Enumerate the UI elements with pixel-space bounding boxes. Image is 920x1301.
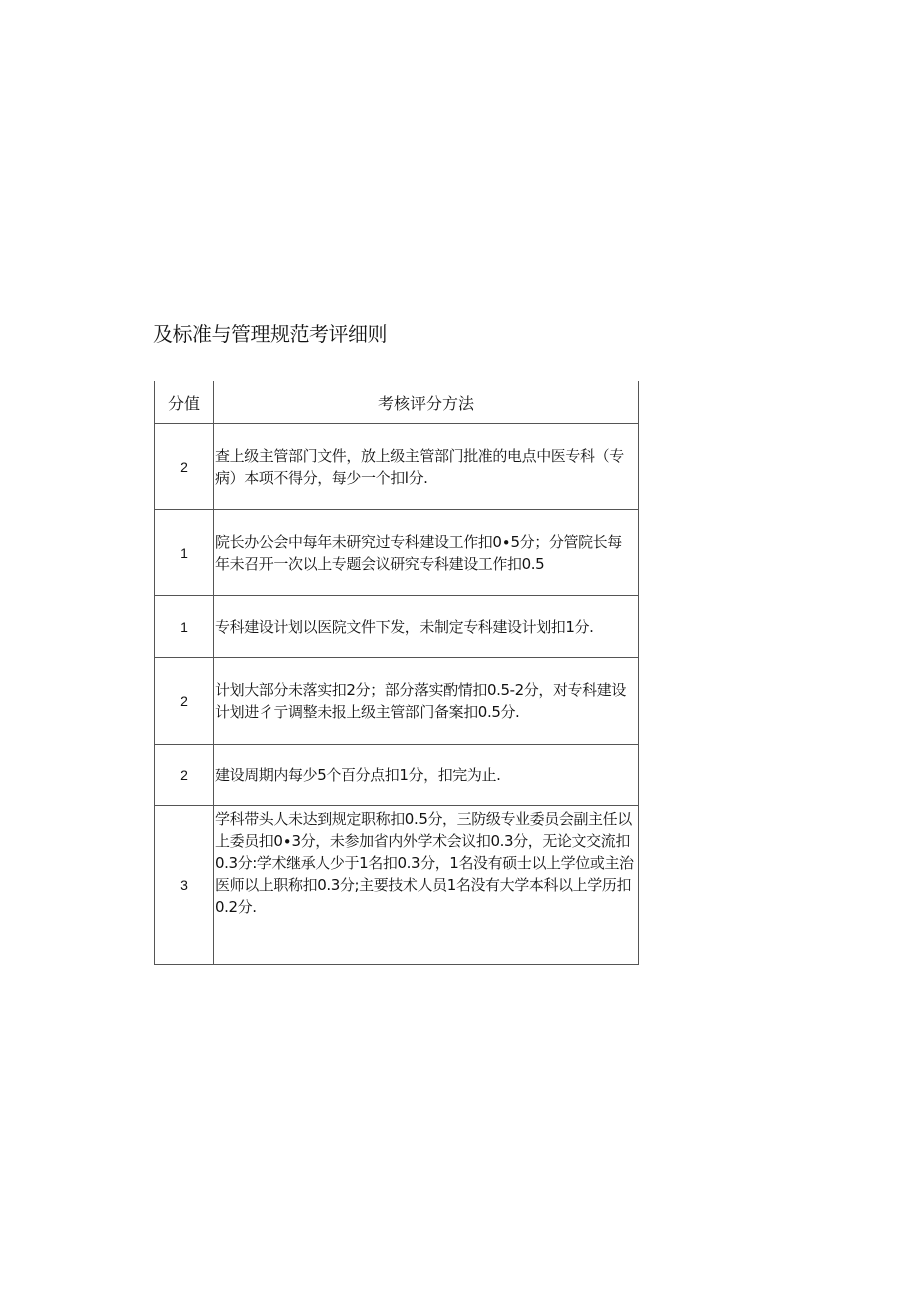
table-row [155,510,639,596]
table-row [155,658,639,745]
scoring-table [154,381,639,965]
score-cell: 2 [155,658,214,745]
method-cell: 院长办公会中每年未研究过专科建设工作扣0∙5分；分管院长每年未召开一次以上专题会议研究专科建设工作扣0.5 [214,510,639,596]
method-cell: 专科建设计划以医院文件下发，未制定专科建设计划扣1分. [214,596,639,658]
score-cell: 2 [155,745,214,806]
score-cell: 1 [155,596,214,658]
method-cell: 计划大部分未落实扣2分；部分落实酌情扣0.5-2分，对专科建设计划进彳亍调整未报上级主管部门备案扣0.5分. [214,658,639,745]
header-score: 分值 [155,381,214,424]
table-row [155,596,639,658]
table-row [155,424,639,510]
table-row [155,745,639,806]
score-cell: 1 [155,510,214,596]
score-cell: 3 [155,806,214,965]
document-title: 及标准与管理规范考评细则 [153,322,387,346]
method-cell: 查上级主管部门文件，放上级主管部门批准的电点中医专科（专病）本项不得分，每少一个扣l分. [214,424,639,510]
method-cell: 建设周期内每少5个百分点扣1分，扣完为止. [214,745,639,806]
header-method: 考核评分方法 [214,381,639,424]
scoring-table-container [154,381,638,965]
table-header-row [155,381,639,424]
method-cell: 学科带头人未达到规定职称扣0.5分，三防级专业委员会副主任以上委员扣0∙3分，未参加省内外学术会议扣0.3分，无论文交流扣0.3分:学术继承人少于1名扣0.3分，1名没有硕士以上学位或主治医师以上职称扣0.3分;主要技术人员1名没有大学本科以上学历扣0.2分. [214,806,639,965]
score-cell: 2 [155,424,214,510]
table-row [155,806,639,965]
